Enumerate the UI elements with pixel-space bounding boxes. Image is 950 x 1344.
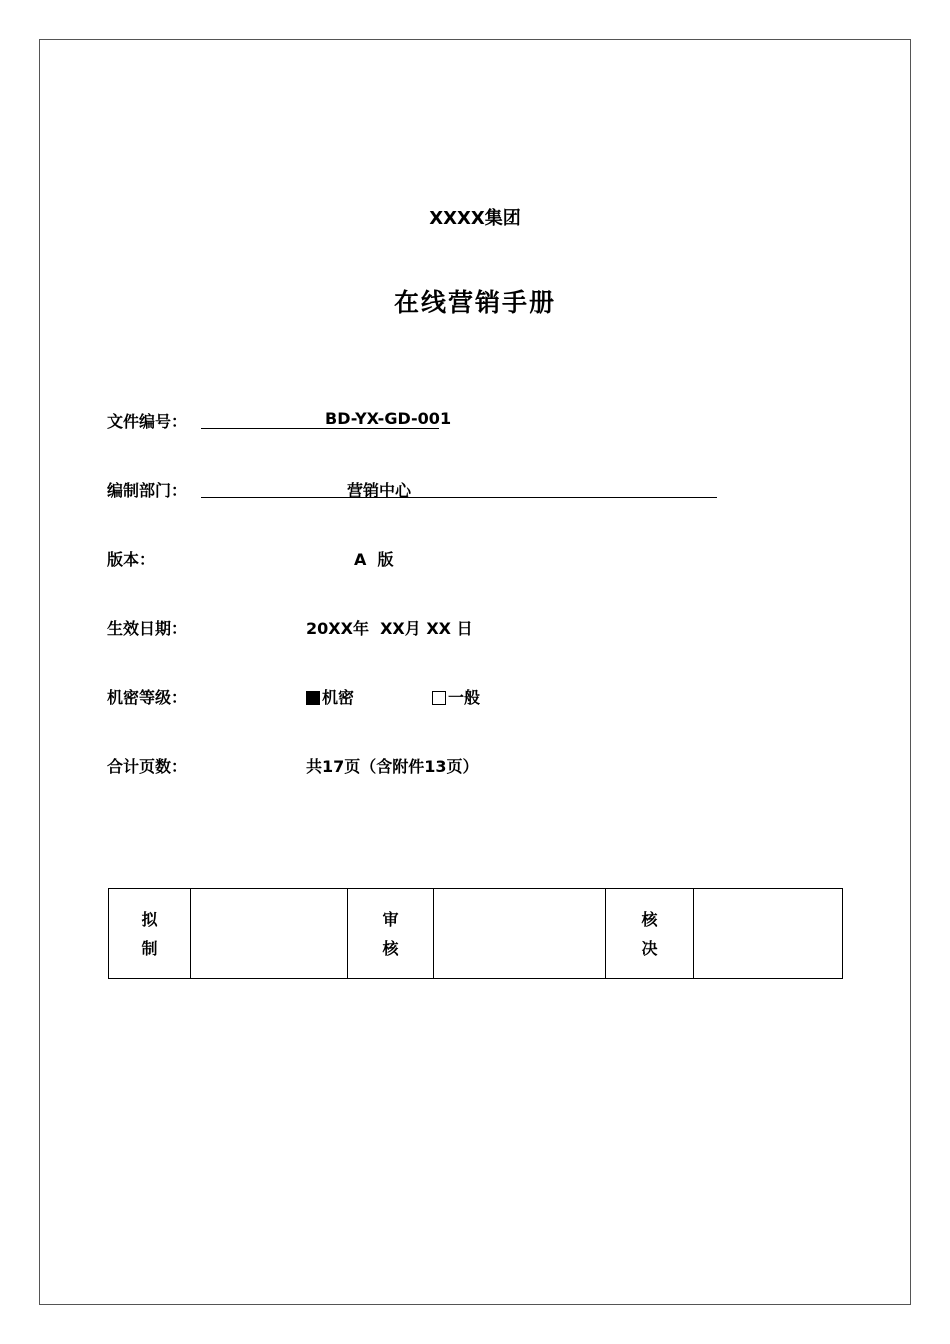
review-char-1: 审 bbox=[382, 909, 399, 929]
confidentiality-label: 机密等级： bbox=[107, 688, 188, 707]
doc-number-value: BD-YX-GD-001 bbox=[325, 409, 452, 428]
department-field bbox=[201, 477, 717, 498]
effective-date-label: 生效日期： bbox=[107, 619, 188, 638]
department-label: 编制部门： bbox=[107, 481, 188, 500]
draft-signature-cell bbox=[191, 889, 348, 979]
document-title: 在线营销手册 bbox=[393, 288, 556, 317]
approval-table bbox=[108, 888, 843, 979]
department-value: 营销中心 bbox=[347, 481, 412, 500]
confidential-option-label: 机密 bbox=[322, 688, 355, 707]
review-char-2: 核 bbox=[382, 938, 399, 958]
draft-label-cell bbox=[109, 889, 191, 979]
version-label: 版本： bbox=[107, 550, 156, 569]
confidential-option[interactable] bbox=[306, 685, 354, 708]
review-label-cell bbox=[348, 889, 434, 979]
approve-char-1: 核 bbox=[641, 909, 658, 929]
approve-char-2: 决 bbox=[641, 938, 658, 958]
review-signature-cell bbox=[434, 889, 606, 979]
total-pages-value: 共17页（含附件13页） bbox=[306, 757, 479, 776]
general-option-label: 一般 bbox=[448, 688, 481, 707]
table-row bbox=[109, 889, 843, 979]
doc-number-label: 文件编号： bbox=[107, 412, 188, 431]
effective-date-value: 20XX年 XX月 XX 日 bbox=[306, 619, 473, 638]
version-value: A 版 bbox=[354, 550, 394, 569]
doc-number-field bbox=[201, 408, 452, 429]
general-option[interactable] bbox=[432, 685, 480, 708]
draft-char-2: 制 bbox=[141, 938, 158, 958]
empty-box-icon[interactable] bbox=[432, 691, 446, 705]
company-name: XXXX集团 bbox=[429, 208, 521, 229]
draft-char-1: 拟 bbox=[141, 909, 158, 929]
checked-box-icon[interactable] bbox=[306, 691, 320, 705]
total-pages-label: 合计页数： bbox=[107, 757, 188, 776]
approve-signature-cell bbox=[694, 889, 843, 979]
approve-label-cell bbox=[606, 889, 694, 979]
